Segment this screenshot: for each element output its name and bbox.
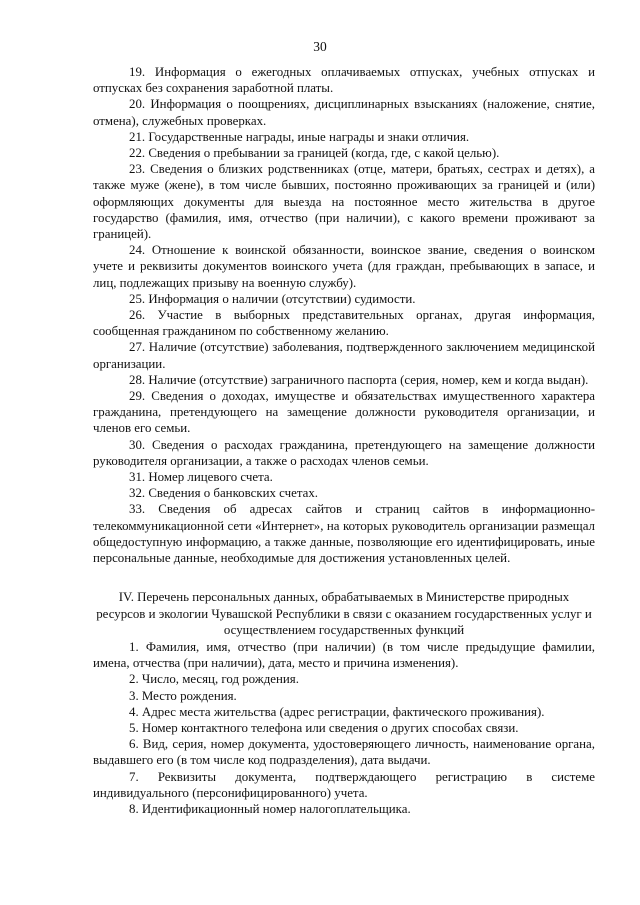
list-item: 8. Идентификационный номер налогоплательщика. [129, 801, 411, 816]
list-item: 6. Вид, серия, номер документа, удостоверяющего личность, наименование органа, выдавшего его (в том числе код подразделения), дата выдачи. [93, 737, 595, 768]
list-item: 29. Сведения о доходах, имуществе и обязательствах имущественного характера гражданина, претендующего на замещение должности руководителя организации, и членов его семьи. [93, 389, 595, 436]
list-item: 25. Информация о наличии (отсутствии) судимости. [129, 291, 416, 306]
list-item: 20. Информация о поощрениях, дисциплинарных взысканиях (наложение, снятие, отмена), служебных проверках. [93, 97, 595, 128]
list-item: 24. Отношение к воинской обязанности, воинское звание, сведения о воинском учете и реквизиты документов воинского учета (для граждан, пребывающих в запасе, и лиц, подлежащих призыву на военную службу). [93, 243, 595, 290]
list-item: 2. Число, месяц, год рождения. [129, 672, 299, 687]
page-number: 30 [313, 39, 327, 54]
list-item: 26. Участие в выборных представительных органах, другая информация, сообщенная гражданином по собственному желанию. [93, 308, 595, 339]
list-item: 5. Номер контактного телефона или сведения о других способах связи. [129, 720, 519, 735]
list-item: 19. Информация о ежегодных оплачиваемых отпусках, учебных отпусках и отпусках без сохранения заработной платы. [93, 65, 595, 96]
section-heading: IV. Перечень персональных данных, обрабатываемых в Министерстве природных ресурсов и экологии Чувашской Республики в связи с оказанием государственных услуг и осуществлением государственных функций [96, 590, 592, 637]
list-item: 28. Наличие (отсутствие) заграничного паспорта (серия, номер, кем и когда выдан). [129, 372, 589, 387]
list-item: 23. Сведения о близких родственниках (отце, матери, братьях, сестрах и детях), а также муже (жене), в том числе бывших, постоянно проживающих за границей и (или) оформляющих документы для выезда на постоянное место жительства в другое государство (фамилия, имя, отчество (при наличии), с какого времени проживают за границей). [93, 162, 595, 242]
list-item: 30. Сведения о расходах гражданина, претендующего на замещение должности руководителя организации, а также о расходах членов семьи. [93, 437, 595, 468]
document-body [93, 64, 595, 817]
list-item: 1. Фамилия, имя, отчество (при наличии) (в том числе предыдущие фамилии, имена, отчества (при наличии), дата, место и причина изменения). [93, 639, 595, 671]
list-item: 21. Государственные награды, иные награды и знаки отличия. [129, 129, 470, 144]
list-item: 32. Сведения о банковских счетах. [129, 486, 319, 501]
list-item: 31. Номер лицевого счета. [129, 470, 273, 485]
list-item: 33. Сведения об адресах сайтов и страниц сайтов в информационно-телекоммуникационной сети «Интернет», на которых руководитель организации размещал общедоступную информацию, а также данные, позволяющие его идентифицировать, иные персональные данные, необходимые для достижения установленных целей. [93, 502, 595, 566]
list-item: 22. Сведения о пребывании за границей (когда, где, с какой целью). [129, 146, 500, 161]
list-item: 3. Место рождения. [129, 688, 237, 703]
list-item: 27. Наличие (отсутствие) заболевания, подтвержденного заключением медицинской организации. [93, 340, 595, 371]
list-item: 4. Адрес места жительства (адрес регистрации, фактического проживания). [129, 704, 545, 719]
list-item: 7. Реквизиты документа, подтверждающего регистрацию в системе индивидуального (персонифицированного) учета. [93, 769, 595, 800]
